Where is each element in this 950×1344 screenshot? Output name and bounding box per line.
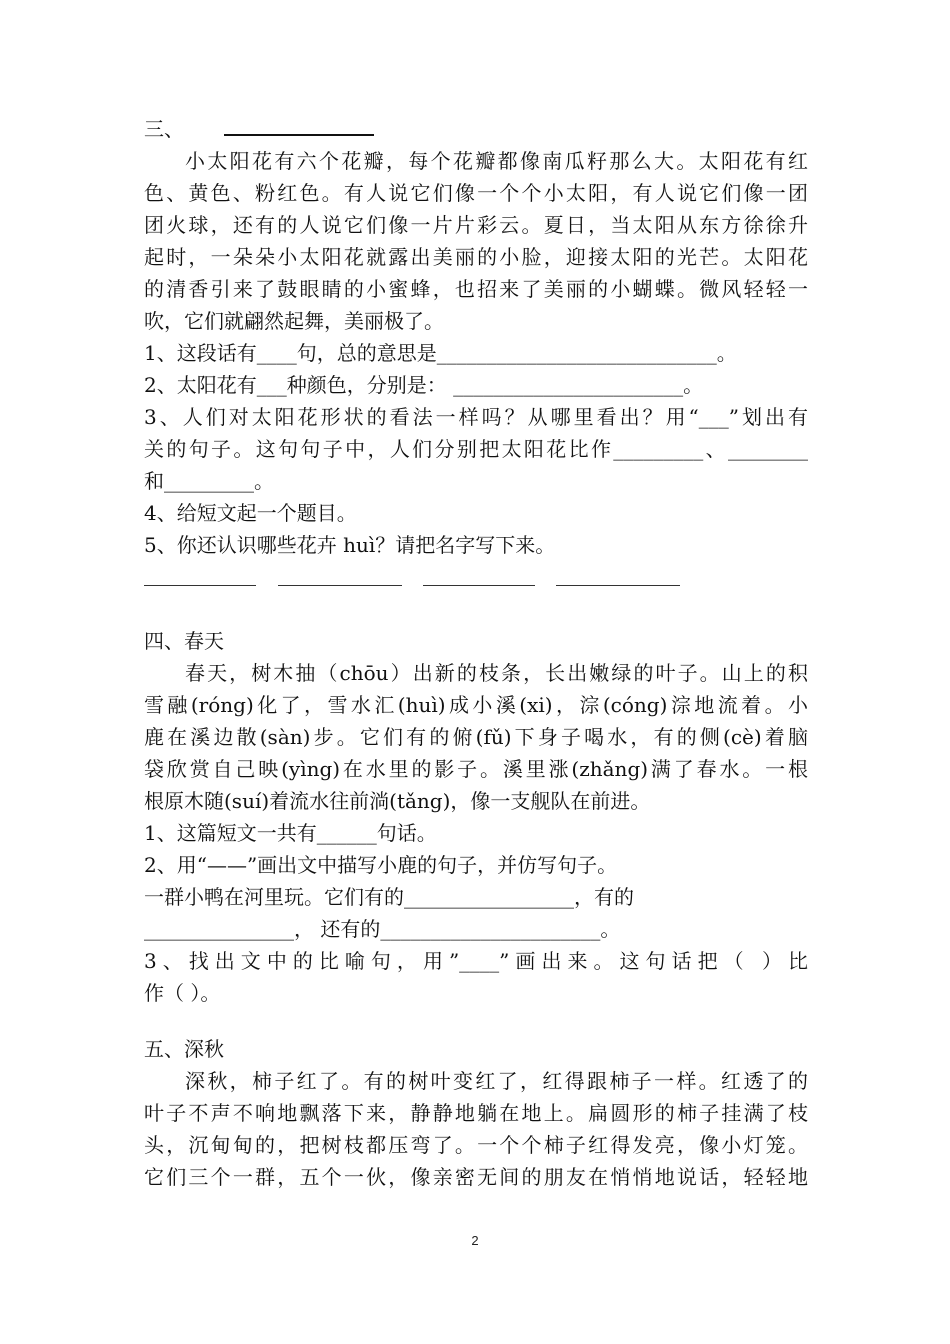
s4-passage-line: 雪融(róng)化了，雪水汇(huì)成小溪(xi)，淙(cóng)淙地流着。小 bbox=[144, 693, 808, 717]
s4-passage-line: 鹿在溪边散(sàn)步。它们有的俯(fǔ)下身子喝水，有的侧(cè)着脑 bbox=[144, 725, 808, 749]
s4-passage-line: 袋欣赏自己映(yìng)在水里的影子。溪里涨(zhǎng)满了春水。一根 bbox=[144, 757, 808, 781]
s3-passage-line: 团火球，还有的人说它们像一片片彩云。夏日，当太阳从东方徐徐升 bbox=[144, 213, 808, 237]
s3-question-3-end: 和_________。 bbox=[144, 469, 274, 493]
s3-passage-line: 的清香引来了鼓眼睛的小蜜蜂，也招来了美丽的小蝴蝶。微风轻轻一 bbox=[144, 277, 808, 301]
answer-line[interactable] bbox=[556, 585, 680, 586]
s3-question-4: 4、给短文起一个题目。 bbox=[144, 501, 357, 525]
s3-passage-line: 起时，一朵朵小太阳花就露出美丽的小脸，迎接太阳的光芒。太阳花 bbox=[144, 245, 808, 269]
s4-question-3-end: 作（ ）。 bbox=[144, 981, 221, 1005]
s5-passage-line: 它们三个一群，五个一伙，像亲密无间的朋友在悄悄地说话，轻轻地 bbox=[144, 1165, 808, 1189]
s4-passage-line: 春天，树木抽（chōu）出新的枝条，长出嫩绿的叶子。山上的积 bbox=[185, 661, 808, 685]
section-5-heading: 五、深秋 bbox=[144, 1037, 224, 1061]
s4-question-1: 1、这篇短文一共有______句话。 bbox=[144, 821, 437, 845]
worksheet-content bbox=[144, 113, 808, 1193]
s3-passage-line: 吹，它们就翩然起舞，美丽极了。 bbox=[144, 309, 444, 333]
s3-question-2: 2、太阳花有___种颜色，分别是： _______________________。 bbox=[144, 373, 704, 397]
s3-question-3-cont: 关的句子。这句句子中，人们分别把太阳花比作_________、________ bbox=[144, 437, 808, 461]
page-number: 2 bbox=[471, 1233, 479, 1248]
s4-question-2-line: _______________， 还有的______________________。 bbox=[144, 917, 621, 941]
section-gap bbox=[144, 601, 808, 625]
s4-question-3: 3、找出文中的比喻句，用”____”画出来。这句话把（ ）比 bbox=[144, 949, 808, 973]
section-3-heading bbox=[144, 113, 808, 145]
title-blank[interactable] bbox=[224, 114, 374, 136]
s3-question-5: 5、你还认识哪些花卉 huì？请把名字写下来。 bbox=[144, 533, 556, 557]
s3-passage-line: 小太阳花有六个花瓣，每个花瓣都像南瓜籽那么大。太阳花有红 bbox=[185, 149, 808, 173]
section-4-heading: 四、春天 bbox=[144, 629, 224, 653]
s3-question-1: 1、这段话有____句，总的意思是____________________________。 bbox=[144, 341, 737, 365]
s3-question-3: 3、人们对太阳花形状的看法一样吗？从哪里看出？用“___”划出有 bbox=[144, 405, 808, 429]
s4-passage-line: 根原木随(suí)着流水往前淌(tǎng)，像一支舰队在前进。 bbox=[144, 789, 651, 813]
s5-passage-line: 深秋，柿子红了。有的树叶变红了，红得跟柿子一样。红透了的 bbox=[185, 1069, 808, 1093]
answer-line[interactable] bbox=[144, 585, 256, 586]
s5-passage-line: 头，沉甸甸的，把树枝都压弯了。一个个柿子红得发亮，像小灯笼。 bbox=[144, 1133, 808, 1157]
flower-names-answer-area bbox=[144, 561, 808, 601]
section-3-number: 三、 bbox=[144, 117, 184, 141]
s4-question-2: 2、用“——”画出文中描写小鹿的句子，并仿写句子。 bbox=[144, 853, 618, 877]
section-gap bbox=[144, 1009, 808, 1033]
s3-passage-line: 色、黄色、粉红色。有人说它们像一个个小太阳，有人说它们像一团 bbox=[144, 181, 808, 205]
s5-passage-line: 叶子不声不响地飘落下来，静静地躺在地上。扁圆形的柿子挂满了枝 bbox=[144, 1101, 808, 1125]
s4-question-2-line: 一群小鸭在河里玩。它们有的_________________，有的 bbox=[144, 885, 634, 909]
answer-line[interactable] bbox=[278, 585, 402, 586]
answer-line[interactable] bbox=[423, 585, 535, 586]
